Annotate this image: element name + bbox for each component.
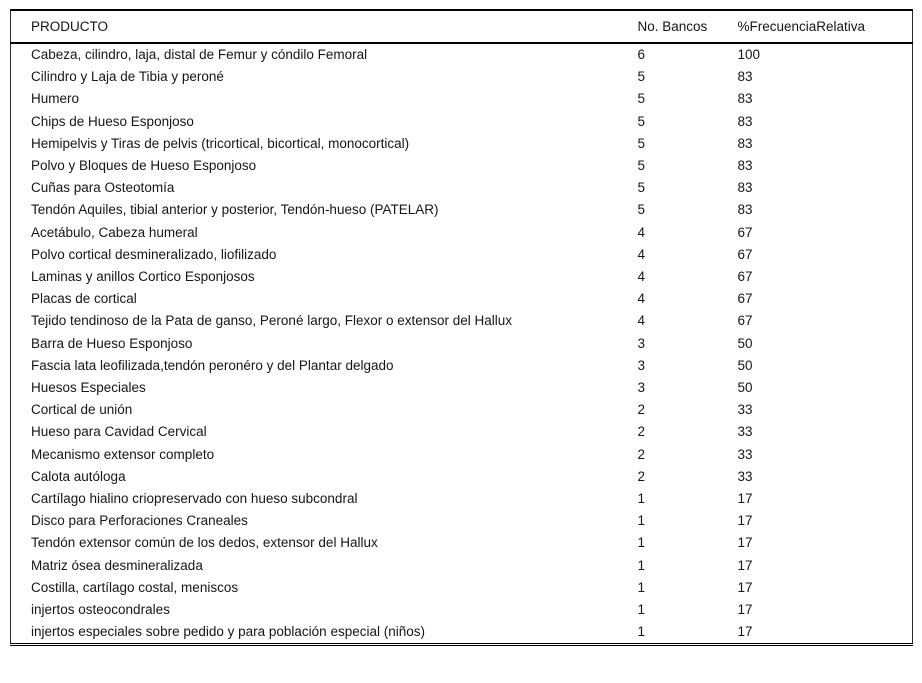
cell-producto: Humero	[31, 91, 80, 107]
cell-bancos: 4	[637, 313, 646, 329]
cell-frecuencia: 17	[737, 624, 753, 640]
cell-frecuencia: 67	[737, 269, 753, 285]
cell-producto: Cilindro y Laja de Tibia y peroné	[31, 69, 224, 85]
table-row	[11, 377, 913, 399]
cell-producto: Hemipelvis y Tiras de pelvis (tricortical, bicortical, monocortical)	[31, 135, 410, 151]
table-row	[11, 621, 913, 645]
table-body	[11, 43, 913, 645]
table-header-row	[11, 10, 913, 43]
cell-bancos: 3	[637, 335, 646, 351]
cell-bancos: 5	[637, 180, 646, 196]
cell-frecuencia: 17	[737, 513, 753, 529]
cell-bancos: 5	[637, 158, 646, 174]
cell-frecuencia: 17	[737, 557, 753, 573]
cell-producto: Barra de Hueso Esponjoso	[31, 335, 193, 351]
table-row	[11, 66, 913, 88]
cell-bancos: 1	[637, 602, 646, 618]
cell-frecuencia: 50	[737, 357, 753, 373]
table-row	[11, 488, 913, 510]
cell-bancos: 4	[637, 269, 646, 285]
cell-frecuencia: 67	[737, 291, 753, 307]
column-header-producto: PRODUCTO	[11, 10, 636, 43]
cell-producto: Cabeza, cilindro, laja, distal de Femur y cóndilo Femoral	[31, 47, 368, 62]
cell-frecuencia: 33	[737, 446, 753, 462]
cell-producto: Mecanismo extensor completo	[31, 446, 215, 462]
cell-producto: Matriz ósea desmineralizada	[31, 557, 203, 573]
cell-frecuencia: 83	[737, 180, 753, 196]
table-row	[11, 111, 913, 133]
column-header-frecuencia-relativa: %FrecuenciaRelativa	[736, 10, 913, 43]
cell-producto: Cartílago hialino criopreservado con hueso subcondral	[31, 491, 358, 507]
cell-frecuencia: 50	[737, 380, 753, 396]
cell-frecuencia: 83	[737, 91, 753, 107]
cell-bancos: 1	[637, 579, 646, 595]
table-row	[11, 466, 913, 488]
cell-producto: Calota autóloga	[31, 468, 126, 484]
cell-frecuencia: 17	[737, 535, 753, 551]
cell-bancos: 2	[637, 402, 646, 418]
table-row	[11, 555, 913, 577]
cell-producto: Huesos Especiales	[31, 380, 146, 396]
cell-bancos: 2	[637, 446, 646, 462]
cell-frecuencia: 50	[737, 335, 753, 351]
cell-bancos: 1	[637, 557, 646, 573]
cell-producto: Tejido tendinoso de la Pata de ganso, Peroné largo, Flexor o extensor del Hallux	[31, 313, 513, 329]
cell-producto: injertos especiales sobre pedido y para población especial (niños)	[31, 624, 425, 640]
table-row	[11, 155, 913, 177]
cell-frecuencia: 17	[737, 602, 753, 618]
column-header-no-bancos: No. Bancos	[636, 10, 736, 43]
table-row	[11, 577, 913, 599]
cell-bancos: 4	[637, 246, 646, 262]
cell-producto: Polvo cortical desmineralizado, liofilizado	[31, 246, 277, 262]
cell-bancos: 5	[637, 91, 646, 107]
cell-bancos: 1	[637, 624, 646, 640]
cell-producto: Disco para Perforaciones Craneales	[31, 513, 248, 529]
table-row	[11, 199, 913, 221]
table-row	[11, 88, 913, 110]
cell-bancos: 6	[637, 47, 646, 62]
cell-bancos: 2	[637, 468, 646, 484]
table-row	[11, 266, 913, 288]
cell-producto: Cuñas para Osteotomía	[31, 180, 175, 196]
cell-bancos: 3	[637, 380, 646, 396]
table-row	[11, 421, 913, 443]
cell-frecuencia: 17	[737, 491, 753, 507]
table-row	[11, 43, 913, 66]
cell-frecuencia: 83	[737, 113, 753, 129]
cell-frecuencia: 100	[737, 47, 761, 62]
cell-producto: Fascia lata leofilizada,tendón peronéro y del Plantar delgado	[31, 357, 394, 373]
cell-producto: Acetábulo, Cabeza humeral	[31, 224, 198, 240]
cell-bancos: 4	[637, 291, 646, 307]
cell-bancos: 5	[637, 113, 646, 129]
cell-frecuencia: 83	[737, 158, 753, 174]
table-row	[11, 510, 913, 532]
cell-producto: Cortical de unión	[31, 402, 133, 418]
cell-bancos: 5	[637, 202, 646, 218]
cell-bancos: 1	[637, 513, 646, 529]
table-row	[11, 333, 913, 355]
table-row	[11, 288, 913, 310]
cell-frecuencia: 67	[737, 246, 753, 262]
table-row	[11, 133, 913, 155]
cell-bancos: 4	[637, 224, 646, 240]
cell-producto: Tendón Aquiles, tibial anterior y posterior, Tendón-hueso (PATELAR)	[31, 202, 439, 218]
cell-producto: Polvo y Bloques de Hueso Esponjoso	[31, 158, 257, 174]
cell-producto: injertos osteocondrales	[31, 602, 170, 618]
table-row	[11, 310, 913, 332]
table-row	[11, 355, 913, 377]
table-row	[11, 599, 913, 621]
cell-bancos: 1	[637, 491, 646, 507]
table-row	[11, 532, 913, 554]
product-frequency-table	[10, 9, 913, 646]
cell-frecuencia: 33	[737, 468, 753, 484]
cell-frecuencia: 17	[737, 579, 753, 595]
table-row	[11, 244, 913, 266]
table-row	[11, 399, 913, 421]
cell-bancos: 5	[637, 135, 646, 151]
cell-bancos: 3	[637, 357, 646, 373]
table-row	[11, 222, 913, 244]
table-row	[11, 444, 913, 466]
cell-frecuencia: 67	[737, 224, 753, 240]
cell-frecuencia: 83	[737, 69, 753, 85]
cell-bancos: 1	[637, 535, 646, 551]
cell-frecuencia: 33	[737, 424, 753, 440]
cell-frecuencia: 33	[737, 402, 753, 418]
cell-bancos: 2	[637, 424, 646, 440]
cell-frecuencia: 83	[737, 202, 753, 218]
cell-producto: Hueso para Cavidad Cervical	[31, 424, 207, 440]
cell-producto: Placas de cortical	[31, 291, 137, 307]
cell-producto: Tendón extensor común de los dedos, extensor del Hallux	[31, 535, 378, 551]
table-row	[11, 177, 913, 199]
cell-producto: Laminas y anillos Cortico Esponjosos	[31, 269, 255, 285]
cell-producto: Chips de Hueso Esponjoso	[31, 113, 194, 129]
cell-producto: Costilla, cartílago costal, meniscos	[31, 579, 239, 595]
cell-frecuencia: 83	[737, 135, 753, 151]
cell-bancos: 5	[637, 69, 646, 85]
cell-frecuencia: 67	[737, 313, 753, 329]
